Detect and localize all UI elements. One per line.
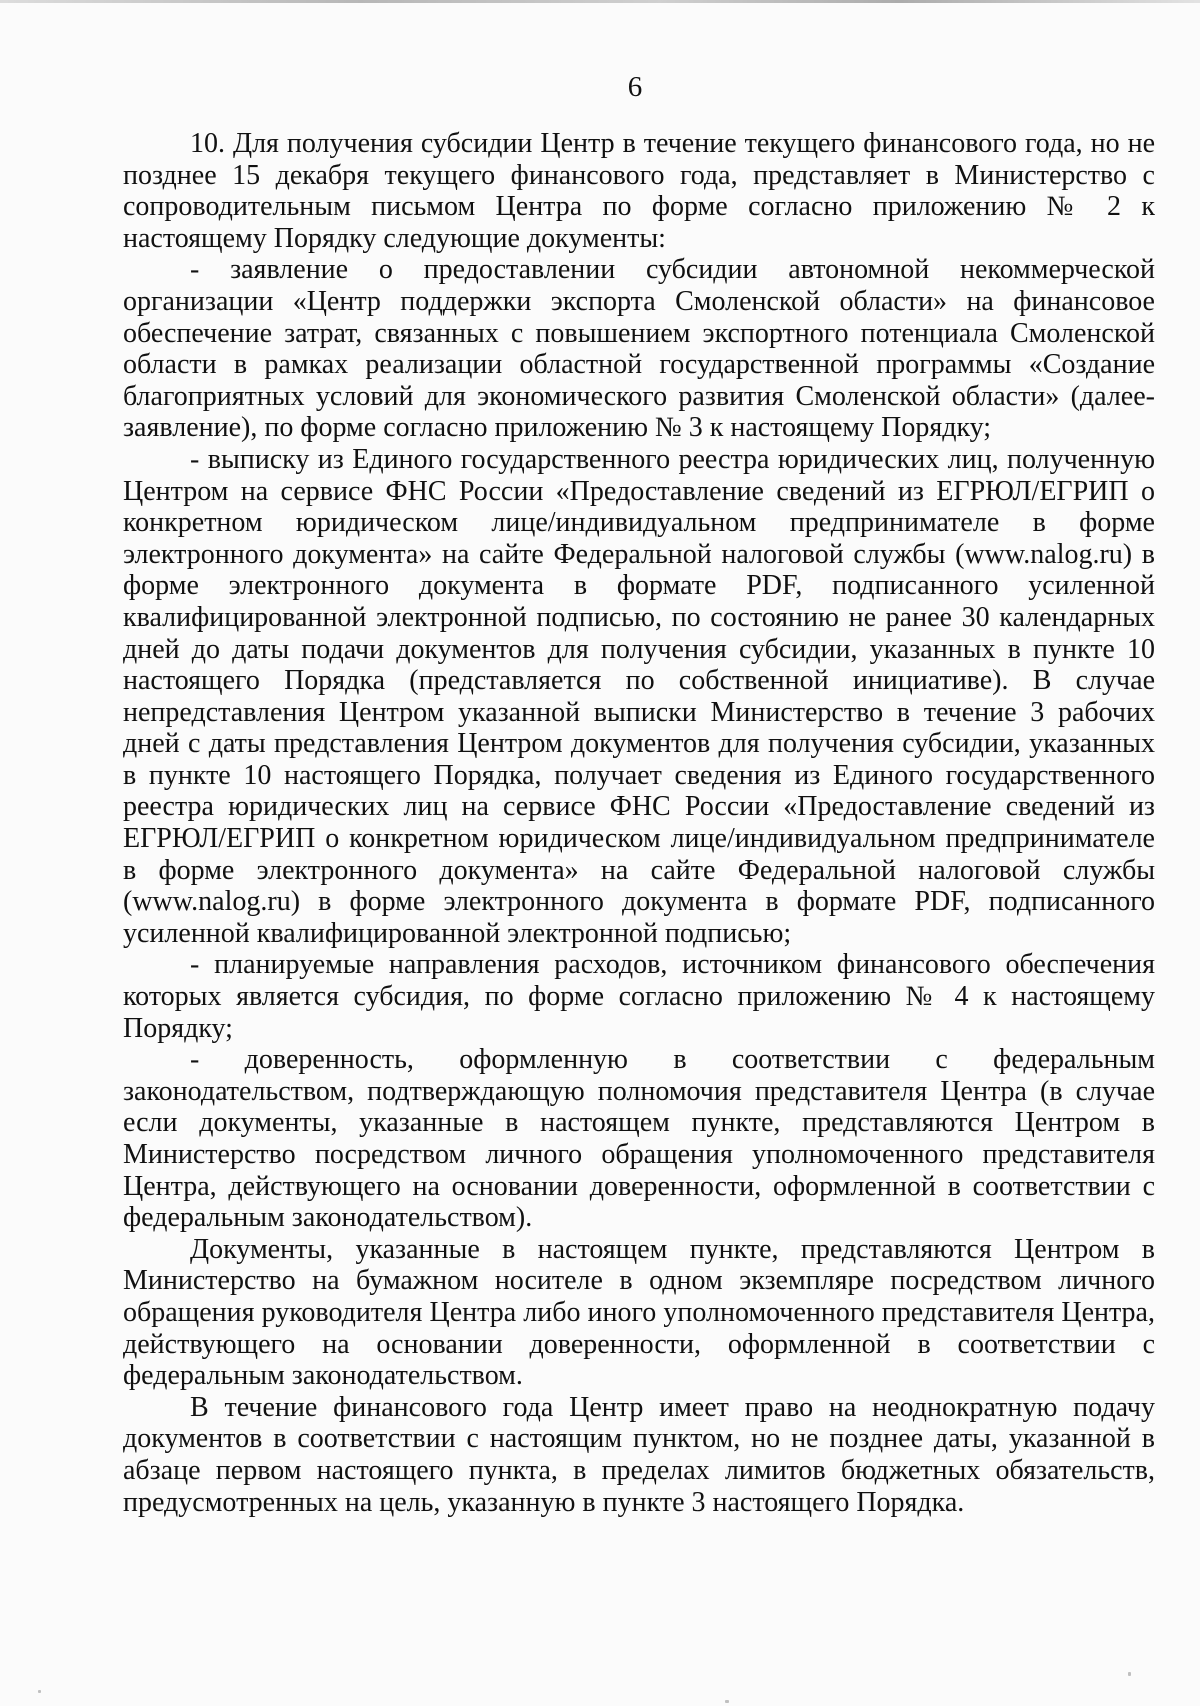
list-item-application: - заявление о предоставлении субсидии автономной некоммерческой организации «Центр поддержки экспорта Смоленской области» на финансовое обеспечение затрат, связанных с повышением экспортного потенциала Смоленской области в рамках реализации областной государственной программы «Создание благоприятных условий для экономического развития Смоленской области» (далее- заявление), по форме согласно приложению № 3 к настоящему Порядку; — [123, 254, 1155, 444]
scan-speck — [38, 1690, 41, 1693]
list-item-registry-extract: - выписку из Единого государственного реестра юридических лиц, полученную Центром на сервисе ФНС России «Предоставление сведений из ЕГРЮЛ/ЕГРИП о конкретном юридическом лице/индивидуальном предпринимателе в форме электронного документа» на сайте Федеральной налоговой службы (www.nalog.ru) в форме электронного документа в формате PDF, подписанного усиленной квалифицированной электронной подписью, по состоянию не ранее 30 календарных дней до даты подачи документов для получения субсидии, указанных в пункте 10 настоящего Порядка (представляется по собственной инициативе). В случае непредставления Центром указанной выписки Министерство в течение 3 рабочих дней с даты представления Центром документов для получения субсидии, указанных в пункте 10 настоящего Порядка, получает сведения из Единого государственного реестра юридических лиц на сервисе ФНС России «Предоставление сведений из ЕГРЮЛ/ЕГРИП о конкретном юридическом лице/индивидуальном предпринимателе в форме электронного документа» на сайте Федеральной налоговой службы (www.nalog.ru) в форме электронного документа в формате PDF, подписанного усиленной квалифицированной электронной подписью; — [123, 443, 1155, 949]
scan-speck — [725, 1700, 729, 1703]
paragraph-repeat-submission: В течение финансового года Центр имеет право на неоднократную подачу документов в соответствии с настоящим пунктом, но не позднее даты, указанной в абзаце первом настоящего пункта, в пределах лимитов бюджетных обязательств, предусмотренных на цель, указанную в пункте 3 настоящего Порядка. — [123, 1391, 1155, 1518]
scan-edge-top — [0, 0, 1200, 3]
list-item-power-of-attorney: - доверенность, оформленную в соответствии с федеральным законодательством, подтверждающую полномочия представителя Центра (в случае если документы, указанные в настоящем пункте, представляются Центром в Министерство посредством личного обращения уполномоченного представителя Центра, действующего на основании доверенности, оформленной в соответствии с федеральным законодательством). — [123, 1044, 1155, 1234]
list-item-planned-expenses: - планируемые направления расходов, источником финансового обеспечения которых является субсидия, по форме согласно приложению № 4 к настоящему Порядку; — [123, 949, 1155, 1044]
document-body — [123, 128, 1155, 1518]
paragraph-item-10: 10. Для получения субсидии Центр в течение текущего финансового года, но не позднее 15 декабря текущего финансового года, представляет в Министерство с сопроводительным письмом Центра по форме согласно приложению № 2 к настоящему Порядку следующие документы: — [123, 128, 1155, 254]
scan-speck — [1128, 1672, 1131, 1676]
paragraph-submission: Документы, указанные в настоящем пункте, представляются Центром в Министерство на бумажном носителе в одном экземпляре посредством личного обращения руководителя Центра либо иного уполномоченного представителя Центра, действующего на основании доверенности, оформленной в соответствии с федеральным законодательством. — [123, 1233, 1155, 1392]
page-number: 6 — [627, 71, 643, 103]
